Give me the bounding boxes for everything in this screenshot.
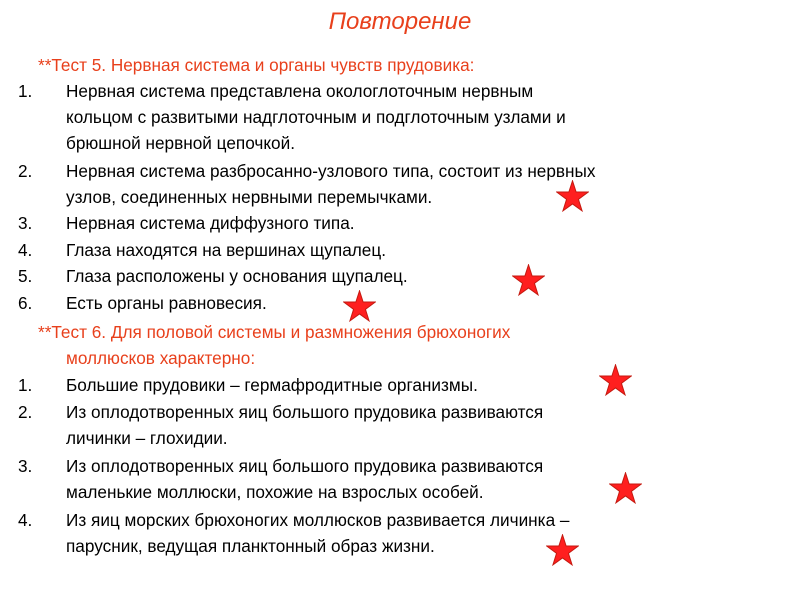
test5-item6-number: 6. — [18, 293, 33, 313]
test5-item5-number: 5. — [18, 266, 33, 286]
star-icon — [343, 290, 376, 322]
test6-item1-line1: Большие прудовики – гермафродитные организмы. — [66, 375, 478, 395]
star-icon — [599, 364, 632, 396]
test5-item2-line1: Нервная система разбросанно-узлового типа, состоит из нервных — [66, 161, 596, 181]
test6-item4-line1: Из яиц морских брюхоногих моллюсков развивается личинка – — [66, 510, 570, 530]
slide-title: Повторение — [328, 8, 472, 35]
test5-header: **Тест 5. Нервная система и органы чувств прудовика: — [38, 55, 475, 75]
test5-item4-number: 4. — [18, 240, 33, 260]
test6-header-line2: моллюсков характерно: — [66, 348, 256, 368]
test5-item1-line3: брюшной нервной цепочкой. — [66, 133, 295, 153]
test5-item2-line2: узлов, соединенных нервными перемычками. — [66, 187, 433, 207]
test6-item2-line1: Из оплодотворенных яиц большого прудовика развиваются — [66, 402, 544, 422]
star-icon — [546, 534, 579, 566]
test6-item3-line1: Из оплодотворенных яиц большого прудовика развиваются — [66, 456, 544, 476]
test6-item4-line2: парусник, ведущая планктонный образ жизни. — [66, 536, 435, 556]
star-icon — [556, 180, 589, 212]
star-icon — [512, 264, 545, 296]
test6-item3-line2: маленькие моллюски, похожие на взрослых особей. — [66, 482, 484, 502]
test5-item3-line1: Нервная система диффузного типа. — [66, 213, 355, 233]
test6-item2-line2: личинки – глохидии. — [66, 428, 228, 448]
test6-item2-number: 2. — [18, 402, 33, 422]
test5-item4-line1: Глаза находятся на вершинах щупалец. — [66, 240, 386, 260]
test5-item6-line1: Есть органы равновесия. — [66, 293, 267, 313]
test5-item3-number: 3. — [18, 213, 33, 233]
star-icon — [609, 472, 642, 504]
test6-item1-number: 1. — [18, 375, 33, 395]
test5-item5-line1: Глаза расположены у основания щупалец. — [66, 266, 408, 286]
test5-item1-line1: Нервная система представлена окологлоточным нервным — [66, 81, 534, 101]
test5-item1-line2: кольцом с развитыми надглоточным и подглоточным узлами и — [66, 107, 566, 127]
test6-item4-number: 4. — [18, 510, 33, 530]
test5-item2-number: 2. — [18, 161, 33, 181]
test6-item3-number: 3. — [18, 456, 33, 476]
test6-header-line1: **Тест 6. Для половой системы и размножения брюхоногих — [38, 322, 511, 342]
test5-item1-number: 1. — [18, 81, 33, 101]
